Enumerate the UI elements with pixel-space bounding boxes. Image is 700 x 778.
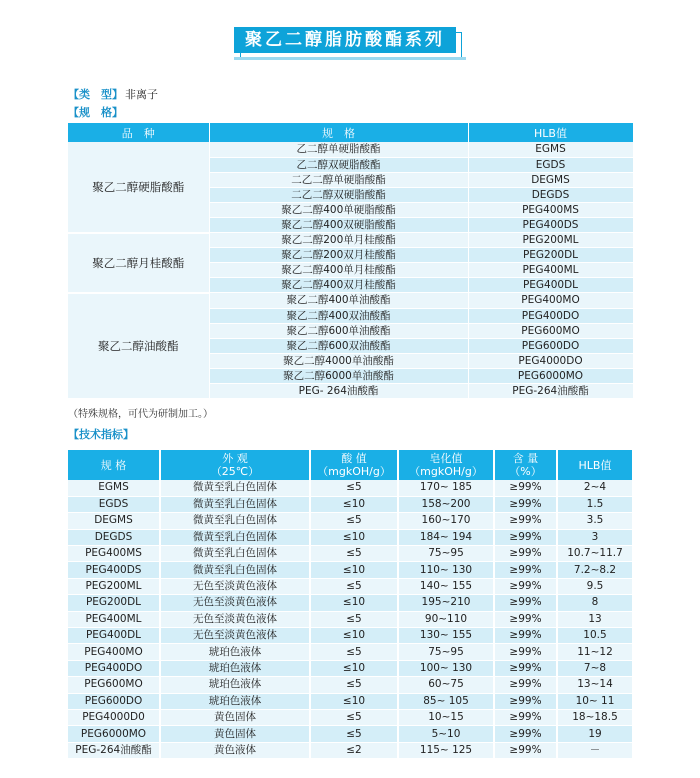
header-line: （25℃） xyxy=(210,465,260,478)
tech-cell: 1.5 xyxy=(557,496,633,512)
spec-header-cell: HLB值 xyxy=(468,123,633,142)
table-row xyxy=(68,677,633,693)
tech-header-cell xyxy=(310,450,398,480)
tech-cell: ≥99% xyxy=(494,513,557,529)
tech-cell: PEG400DL xyxy=(68,628,160,644)
tech-cell: 160~170 xyxy=(398,513,494,529)
tech-cell: 黄色固体 xyxy=(160,726,310,742)
tech-cell: EGDS xyxy=(68,496,160,512)
tech-cell: ≤5 xyxy=(310,578,398,594)
tech-cell: 75~95 xyxy=(398,546,494,562)
table-row xyxy=(68,546,633,562)
table-row xyxy=(68,595,633,611)
tech-cell: 11~12 xyxy=(557,644,633,660)
tech-cell: ≥99% xyxy=(494,677,557,693)
spec-cell: 二乙二醇双硬脂酸酯 xyxy=(209,187,468,202)
tech-cell: ≥99% xyxy=(494,578,557,594)
tech-table xyxy=(68,450,634,759)
tech-header-cell xyxy=(557,450,633,480)
tech-cell: 10.5 xyxy=(557,628,633,644)
tech-cell: ≥99% xyxy=(494,709,557,725)
table-row xyxy=(68,742,633,758)
tech-cell: － xyxy=(557,742,633,758)
group-name-cell: 聚乙二醇油酸酯 xyxy=(68,293,209,399)
table-row xyxy=(68,644,633,660)
tech-cell: ≥99% xyxy=(494,726,557,742)
title-block xyxy=(234,27,464,57)
table-row xyxy=(68,578,633,594)
spec-cell: PEG400DL xyxy=(468,278,633,293)
tech-cell: ≥99% xyxy=(494,660,557,676)
spec-cell: PEG6000MO xyxy=(468,368,633,383)
tech-cell: DEGMS xyxy=(68,513,160,529)
tech-label: 【技术指标】 xyxy=(68,428,134,441)
table-row xyxy=(68,513,633,529)
spec-header-cell: 规 格 xyxy=(209,123,468,142)
tech-cell: 130~ 155 xyxy=(398,628,494,644)
spec-cell: PEG600DO xyxy=(468,338,633,353)
tech-cell: ≤5 xyxy=(310,726,398,742)
tech-cell: EGMS xyxy=(68,480,160,496)
tech-cell: 184~ 194 xyxy=(398,529,494,545)
spec-cell: 乙二醇单硬脂酸酯 xyxy=(209,142,468,157)
table-row xyxy=(68,611,633,627)
tech-cell: 170~ 185 xyxy=(398,480,494,496)
type-line xyxy=(68,88,158,102)
table-row xyxy=(68,660,633,676)
spec-line xyxy=(68,106,123,120)
tech-cell: ≥99% xyxy=(494,628,557,644)
spec-cell: 聚乙二醇600单油酸酯 xyxy=(209,323,468,338)
spec-cell: 聚乙二醇400单硬脂酸酯 xyxy=(209,202,468,217)
header-line: 外 观 xyxy=(222,452,248,465)
tech-table-header xyxy=(68,450,633,480)
tech-cell: ≤5 xyxy=(310,480,398,496)
spec-cell: PEG400DO xyxy=(468,308,633,323)
table-row xyxy=(68,496,633,512)
table-row xyxy=(68,693,633,709)
group-name-cell: 聚乙二醇月桂酸酯 xyxy=(68,233,209,293)
spec-cell: PEG400MS xyxy=(468,202,633,217)
tech-cell: 90~110 xyxy=(398,611,494,627)
tech-header-cell xyxy=(494,450,557,480)
spec-cell: 乙二醇双硬脂酸酯 xyxy=(209,157,468,172)
tech-cell: ≤5 xyxy=(310,513,398,529)
spec-table-header xyxy=(68,123,633,142)
table-row xyxy=(68,480,633,496)
page-title: 聚乙二醇脂肪酸酯系列 xyxy=(234,27,456,53)
tech-cell: PEG6000MO xyxy=(68,726,160,742)
tech-cell: PEG400MS xyxy=(68,546,160,562)
header-line: HLB值 xyxy=(578,458,612,472)
tech-cell: 13~14 xyxy=(557,677,633,693)
tech-cell: 140~ 155 xyxy=(398,578,494,594)
table-row xyxy=(68,709,633,725)
type-label: 【类 型】 xyxy=(68,88,123,101)
table-row xyxy=(68,628,633,644)
tech-cell: ≤5 xyxy=(310,546,398,562)
tech-cell: 微黄至乳白色固体 xyxy=(160,546,310,562)
tech-cell: 7.2~8.2 xyxy=(557,562,633,578)
tech-cell: ≤10 xyxy=(310,660,398,676)
header-line: 酸 值 xyxy=(341,452,367,465)
tech-cell: 琥珀色液体 xyxy=(160,677,310,693)
tech-line xyxy=(68,428,134,442)
spec-cell: 聚乙二醇4000单油酸酯 xyxy=(209,353,468,368)
header-line: （%） xyxy=(509,465,542,478)
tech-cell: 85~ 105 xyxy=(398,693,494,709)
table-row xyxy=(68,233,633,248)
tech-cell: ≥99% xyxy=(494,546,557,562)
tech-cell: 60~75 xyxy=(398,677,494,693)
tech-cell: ≥99% xyxy=(494,496,557,512)
tech-cell: 无色至淡黄色液体 xyxy=(160,595,310,611)
tech-cell: 19 xyxy=(557,726,633,742)
spec-cell: DEGMS xyxy=(468,172,633,187)
tech-cell: 10~15 xyxy=(398,709,494,725)
tech-cell: DEGDS xyxy=(68,529,160,545)
tech-cell: 10~ 11 xyxy=(557,693,633,709)
tech-cell: ≥99% xyxy=(494,562,557,578)
tech-cell: ≤10 xyxy=(310,595,398,611)
tech-cell: 13 xyxy=(557,611,633,627)
tech-cell: PEG200DL xyxy=(68,595,160,611)
header-line: （mgkOH/g） xyxy=(409,465,483,478)
tech-cell: 琥珀色液体 xyxy=(160,644,310,660)
tech-cell: ≥99% xyxy=(494,644,557,660)
tech-cell: 黄色固体 xyxy=(160,709,310,725)
spec-cell: 聚乙二醇400单月桂酸酯 xyxy=(209,263,468,278)
spec-cell: 聚乙二醇200双月桂酸酯 xyxy=(209,248,468,263)
tech-cell: 黄色液体 xyxy=(160,742,310,758)
tech-cell: 18~18.5 xyxy=(557,709,633,725)
spec-cell: 聚乙二醇6000单油酸酯 xyxy=(209,368,468,383)
tech-cell: 无色至淡黄色液体 xyxy=(160,628,310,644)
spec-cell: DEGDS xyxy=(468,187,633,202)
spec-cell: PEG200DL xyxy=(468,248,633,263)
tech-cell: 100~ 130 xyxy=(398,660,494,676)
header-line: 含 量 xyxy=(512,452,539,465)
tech-cell: ≤10 xyxy=(310,496,398,512)
tech-cell: ≤2 xyxy=(310,742,398,758)
tech-cell: PEG600DO xyxy=(68,693,160,709)
tech-cell: 无色至淡黄色液体 xyxy=(160,578,310,594)
spec-cell: PEG4000DO xyxy=(468,353,633,368)
title-stripe xyxy=(234,57,466,60)
spec-cell: PEG400DS xyxy=(468,217,633,232)
tech-cell: PEG-264油酸酯 xyxy=(68,742,160,758)
tech-header-cell xyxy=(68,450,160,480)
tech-cell: ≤5 xyxy=(310,677,398,693)
tech-cell: 75~95 xyxy=(398,644,494,660)
tech-cell: ≥99% xyxy=(494,611,557,627)
tech-header-cell xyxy=(398,450,494,480)
tech-cell: 195~210 xyxy=(398,595,494,611)
tech-cell: ≥99% xyxy=(494,595,557,611)
tech-cell: ≤5 xyxy=(310,611,398,627)
tech-cell: 115~ 125 xyxy=(398,742,494,758)
tech-cell: ≥99% xyxy=(494,480,557,496)
tech-cell: 微黄至乳白色固体 xyxy=(160,496,310,512)
tech-cell: 微黄至乳白色固体 xyxy=(160,513,310,529)
spec-cell: PEG200ML xyxy=(468,233,633,248)
type-value: 非离子 xyxy=(125,88,158,101)
spec-cell: 聚乙二醇400单油酸酯 xyxy=(209,293,468,308)
tech-cell: PEG600MO xyxy=(68,677,160,693)
spec-cell: PEG400ML xyxy=(468,263,633,278)
spec-cell: PEG- 264油酸酯 xyxy=(209,384,468,399)
group-name-cell: 聚乙二醇硬脂酸酯 xyxy=(68,142,209,233)
tech-cell: 158~200 xyxy=(398,496,494,512)
spec-cell: PEG600MO xyxy=(468,323,633,338)
tech-cell: 微黄至乳白色固体 xyxy=(160,562,310,578)
header-line: 皂化值 xyxy=(429,452,463,465)
spec-cell: EGDS xyxy=(468,157,633,172)
tech-cell: ≥99% xyxy=(494,693,557,709)
tech-cell: 微黄至乳白色固体 xyxy=(160,529,310,545)
table-row xyxy=(68,726,633,742)
tech-cell: ≥99% xyxy=(494,529,557,545)
tech-cell: 9.5 xyxy=(557,578,633,594)
spec-cell: PEG-264油酸酯 xyxy=(468,384,633,399)
tech-cell: PEG400DO xyxy=(68,660,160,676)
spec-cell: 聚乙二醇400双硬脂酸酯 xyxy=(209,217,468,232)
header-line: 规 格 xyxy=(100,458,127,472)
tech-cell: 琥珀色液体 xyxy=(160,660,310,676)
spec-cell: 聚乙二醇600双油酸酯 xyxy=(209,338,468,353)
tech-cell: ≤5 xyxy=(310,709,398,725)
tech-cell: PEG400DS xyxy=(68,562,160,578)
tech-cell: ≤10 xyxy=(310,693,398,709)
tech-cell: PEG4000D0 xyxy=(68,709,160,725)
tech-cell: 3.5 xyxy=(557,513,633,529)
tech-cell: 无色至淡黄色液体 xyxy=(160,611,310,627)
spec-cell: EGMS xyxy=(468,142,633,157)
spec-cell: 聚乙二醇400双油酸酯 xyxy=(209,308,468,323)
tech-cell: ≥99% xyxy=(494,742,557,758)
tech-cell: ≤10 xyxy=(310,529,398,545)
header-line: （mgkOH/g） xyxy=(317,465,391,478)
spec-label: 【规 格】 xyxy=(68,106,123,119)
special-note: （特殊规格，可代为研制加工。） xyxy=(68,409,213,420)
tech-cell: 110~ 130 xyxy=(398,562,494,578)
spec-cell: 聚乙二醇200单月桂酸酯 xyxy=(209,233,468,248)
tech-cell: 10.7~11.7 xyxy=(557,546,633,562)
spec-cell: PEG400MO xyxy=(468,293,633,308)
tech-cell: ≤10 xyxy=(310,562,398,578)
tech-cell: PEG400ML xyxy=(68,611,160,627)
tech-cell: 8 xyxy=(557,595,633,611)
spec-cell: 二乙二醇单硬脂酸酯 xyxy=(209,172,468,187)
spec-cell: 聚乙二醇400双月桂酸酯 xyxy=(209,278,468,293)
spec-header-cell: 品 种 xyxy=(68,123,209,142)
table-row xyxy=(68,562,633,578)
table-row xyxy=(68,142,633,157)
table-row xyxy=(68,293,633,308)
tech-cell: PEG400MO xyxy=(68,644,160,660)
table-row xyxy=(68,529,633,545)
tech-cell: 7~8 xyxy=(557,660,633,676)
tech-cell: 琥珀色液体 xyxy=(160,693,310,709)
tech-cell: 2~4 xyxy=(557,480,633,496)
tech-cell: ≤10 xyxy=(310,628,398,644)
tech-header-cell xyxy=(160,450,310,480)
tech-cell: ≤5 xyxy=(310,644,398,660)
tech-cell: 微黄至乳白色固体 xyxy=(160,480,310,496)
tech-cell: PEG200ML xyxy=(68,578,160,594)
spec-table xyxy=(68,123,634,400)
tech-cell: 5~10 xyxy=(398,726,494,742)
tech-cell: 3 xyxy=(557,529,633,545)
